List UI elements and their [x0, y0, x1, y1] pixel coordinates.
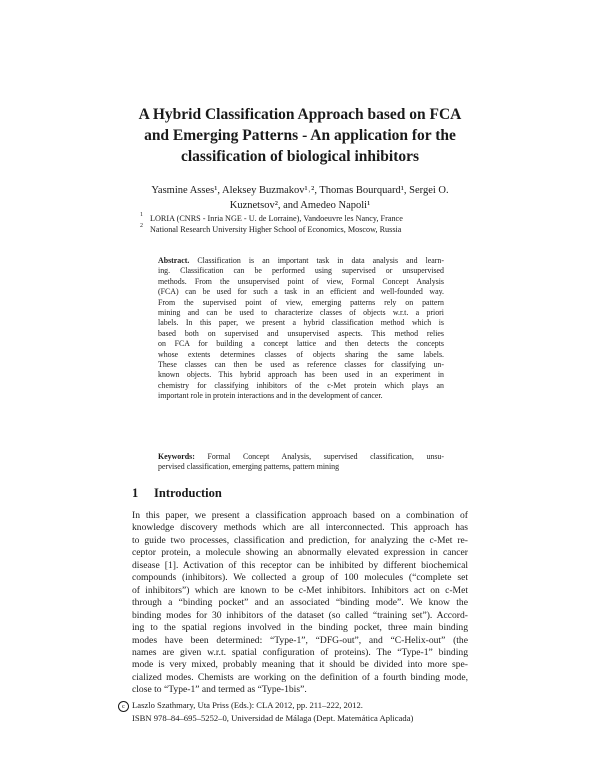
title-line: A Hybrid Classification Approach based on FCA	[138, 106, 462, 123]
author-line: Kuznetsov², and Amedeo Napoli¹	[229, 200, 371, 211]
keywords	[158, 452, 444, 473]
footnote-line: ISBN 978–84–695–5252–0, Universidad de Málaga (Dept. Matemática Aplicada)	[132, 713, 414, 723]
abstract-line: These classes can then be used as reference classes for classifying un-	[158, 360, 444, 370]
abstract-line: important role in protein interactions and in the development of cancer.	[158, 391, 383, 401]
abstract-line: mining and can be used to characterize classes of objects w.r.t. a priori	[158, 308, 444, 318]
body-line: ceptor protein, a molecule showing an abnormally elevated expression in cancer	[132, 547, 468, 559]
abstract-line: based both on supervised and unsupervised aspects. This method relies	[158, 328, 444, 338]
affiliation-text: National Research University Higher School of Economics, Moscow, Russia	[150, 225, 402, 234]
title-line: classification of biological inhibitors	[180, 148, 420, 165]
section-number: 1	[132, 486, 139, 500]
footnote-text: Laszlo Szathmary, Uta Priss (Eds.): CLA 2012, pp. 211–222, 2012.	[132, 700, 363, 710]
publication-footnote	[118, 699, 413, 725]
affiliation-mark: 1	[140, 212, 143, 218]
body-line: compounds (inhibitors). We collected a group of 100 molecules (“complete set	[132, 572, 468, 584]
body-line: knowledge discovery methods which are all interconnected. This approach has	[132, 522, 468, 534]
abstract-line: (FCA) can be used for such a task in an efficient and well-founded way.	[158, 287, 444, 297]
abstract-text: Classification is an important task in data analysis and learn-	[189, 256, 444, 265]
body-line: cialized modes. Chemists are working on the definition of a fourth binding mode,	[132, 671, 468, 683]
author-list	[130, 183, 470, 213]
section-title: Introduction	[154, 486, 222, 500]
introduction-paragraph	[132, 510, 468, 697]
author-line: Yasmine Asses¹, Aleksey Buzmakov¹˒², Thomas Bourquard¹, Sergei O.	[151, 185, 449, 196]
body-line: disease [1]. Activation of this receptor can be inhibited by different biochemical	[132, 559, 468, 571]
body-line: mode is very mixed, probably meaning that it should be divided into more spe-	[132, 659, 468, 671]
footnote-line	[118, 699, 413, 712]
paper-title	[110, 104, 490, 167]
affiliation-list	[140, 213, 403, 235]
body-line: binding modes for 30 inhibitors of the dataset (so called “training set”). Accord-	[132, 609, 468, 621]
affiliation	[140, 213, 403, 224]
body-line: modes have been determined: “Type-1”, “DFG-out”, and “C-Helix-out” (the	[132, 634, 468, 646]
abstract-line: methods. From the unsupervised point of view, Formal Concept Analysis	[158, 276, 444, 286]
body-line: to guide two processes, classification and prediction, for analyzing the c-Met re-	[132, 534, 468, 546]
abstract-line: From the supervised point of view, emerging patterns rely on pattern	[158, 297, 444, 307]
section-heading	[132, 486, 222, 501]
body-line: close to “Type-1” and termed as “Type-1bis”.	[132, 684, 307, 696]
affiliation-mark: 2	[140, 223, 143, 229]
abstract-line	[158, 256, 444, 266]
body-line: ing to the spatial regions involved in the binding pocket, three main binding	[132, 622, 468, 634]
keywords-text: Formal Concept Analysis, supervised classification, unsu-	[194, 452, 444, 461]
affiliation	[140, 224, 403, 235]
copyright-icon: c	[118, 701, 129, 712]
abstract-line: ing. Classification can be performed using supervised or unsupervised	[158, 266, 444, 276]
title-line: and Emerging Patterns - An application for the	[144, 127, 456, 144]
keywords-line	[158, 452, 444, 462]
body-line: through a “binding pocket” and an associated “binding mode”. We know the	[132, 597, 468, 609]
body-line: names are given w.r.t. spatial configuration of proteins). The “Type-1” binding	[132, 646, 468, 658]
abstract-line: whose extents determines classes of objects sharing the same labels.	[158, 349, 444, 359]
affiliation-text: LORIA (CNRS - Inria NGE - U. de Lorraine), Vandoeuvre les Nancy, France	[150, 214, 403, 223]
abstract	[158, 256, 444, 402]
abstract-line: chemistry for classifying inhibitors of the c-Met protein which plays an	[158, 380, 444, 390]
keywords-label: Keywords:	[158, 452, 195, 461]
abstract-line: on FCA for building a concept lattice and then detects the concepts	[158, 339, 444, 349]
abstract-line: labels. In this paper, we present a hybrid classification method which is	[158, 318, 444, 328]
abstract-label: Abstract.	[158, 256, 190, 265]
body-line: of inhibitors”) which are known to be c-Met inhibitors. Inhibitors act on c-Met	[132, 584, 468, 596]
abstract-line: known objects. This hybrid approach has been used in an experiment in	[158, 370, 444, 380]
body-line: In this paper, we present a classification approach based on a combination of	[132, 510, 468, 521]
keywords-line: pervised classification, emerging patterns, pattern mining	[158, 462, 340, 472]
